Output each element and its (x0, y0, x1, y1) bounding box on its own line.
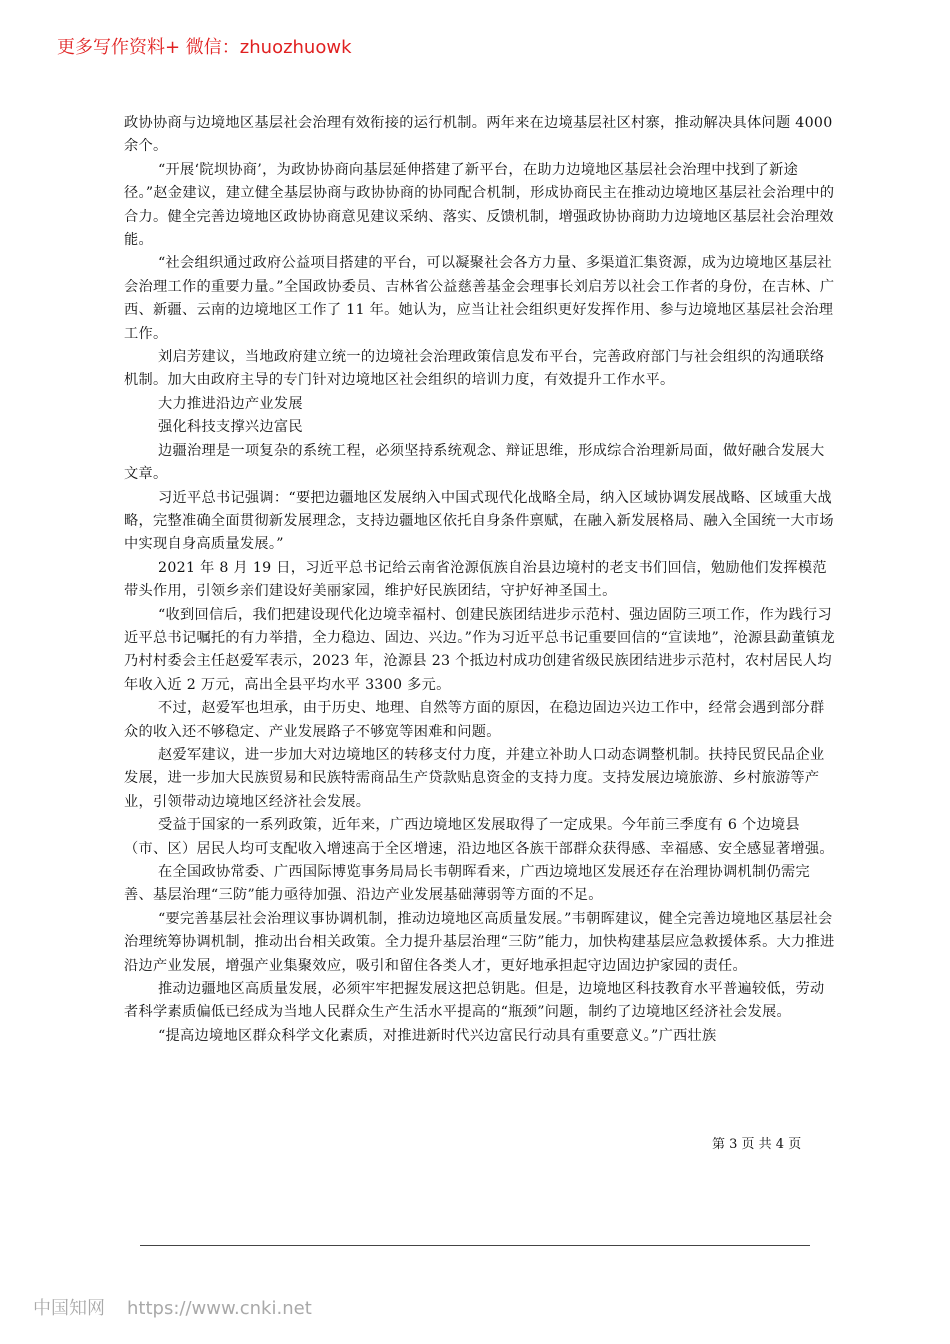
paragraph: 2021 年 8 月 19 日，习近平总书记给云南省沧源佤族自治县边境村的老支书们回信，勉励他们发挥模范带头作用，引领乡亲们建设好美丽家园，维护好民族团结，守护好神圣国土。 (124, 559, 827, 600)
paragraph: 刘启芳建议，当地政府建立统一的边境社会治理政策信息发布平台，完善政府部门与社会组织的沟通联络机制。加大由政府主导的专门针对边境地区社会组织的培训力度，有效提升工作水平。 (124, 349, 825, 389)
paragraph: “社会组织通过政府公益项目搭建的平台，可以凝聚社会各方力量、多渠道汇集资源，成为边境地区基层社会治理工作的重要力量。”全国政协委员、吉林省公益慈善基金会理事长刘启芳以社会工作者的身份，在吉林、广西、新疆、云南的边境地区工作了 11 年。她认为，应当让社会组织更好发挥作用、参与边境地区基层社会治理工作。 (124, 255, 835, 342)
paragraph: 不过，赵爱军也坦承，由于历史、地理、自然等方面的原因，在稳边固边兴边工作中，经常会遇到部分群众的收入还不够稳定、产业发展路子不够宽等困难和问题。 (124, 700, 825, 740)
article-body (124, 112, 838, 1048)
paragraph: “提高边境地区群众科学文化素质，对推进新时代兴边富民行动具有重要意义。”广西壮族 (158, 1027, 717, 1044)
paragraph: 习近平总书记强调：“要把边疆地区发展纳入中国式现代化战略全局，纳入区域协调发展战略、区域重大战略，完整准确全面贯彻新发展理念，支持边疆地区依托自身条件禀赋，在融入新发展格局、融入全国统一大市场中实现自身高质量发展。” (124, 489, 834, 553)
header-promo-text: 更多写作资料+ 微信：zhuozhuowk (57, 37, 352, 58)
paragraph: “开展‘院坝协商’，为政协协商向基层延伸搭建了新平台，在助力边境地区基层社会治理中找到了新途径。”赵金建议，建立健全基层协商与政协协商的协同配合机制，形成协商民主在推动边境地区基层社会治理中的合力。健全完善边境地区政协协商意见建议采纳、落实、反馈机制，增强政协协商助力边境地区基层社会治理效能。 (124, 161, 835, 249)
footer-divider (140, 1245, 810, 1246)
paragraph: 推动边疆地区高质量发展，必须牢牢把握发展这把总钥匙。但是，边境地区科技教育水平普遍较低，劳动者科学素质偏低已经成为当地人民群众生产生活水平提高的“瓶颈”问题，制约了边境地区经济社会发展。 (124, 981, 825, 1021)
watermark-url: https://www.cnki.net (127, 1298, 312, 1319)
paragraph: 边疆治理是一项复杂的系统工程，必须坚持系统观念、辩证思维，形成综合治理新局面，做好融合发展大文章。 (124, 442, 825, 483)
paragraph: 赵爱军建议，进一步加大对边境地区的转移支付力度，并建立补助人口动态调整机制。扶持民贸民品企业发展，进一步加大民族贸易和民族特需商品生产贷款贴息资金的支持力度。支持发展边境旅游、乡村旅游等产业，引领带动边境地区经济社会发展。 (124, 746, 825, 810)
section-heading: 强化科技支撑兴边富民 (158, 419, 303, 436)
paragraph: 在全国政协常委、广西国际博览事务局局长韦朝晖看来，广西边境地区发展还存在治理协调机制仍需完善、基层治理“三防”能力亟待加强、沿边产业发展基础薄弱等方面的不足。 (124, 864, 810, 904)
paragraph: 政协协商与边境地区基层社会治理有效衔接的运行机制。两年来在边境基层社区村寨，推动解决具体问题 4000 余个。 (124, 115, 833, 155)
page-number: 第 3 页 共 4 页 (712, 1137, 802, 1152)
paragraph: “收到回信后，我们把建设现代化边境幸福村、创建民族团结进步示范村、强边固防三项工作，作为践行习近平总书记嘱托的有力举措，全力稳边、固边、兴边。”作为习近平总书记重要回信的“宣读地”，沧源县勐董镇龙乃村村委会主任赵爱军表示，2023 年，沧源县 23 个抵边村成功创建省级民族团结进步示范村，农村居民人均年收入近 2 万元，高出全县平均水平 3300 多元。 (124, 606, 835, 693)
cnki-watermark (33, 1294, 312, 1320)
paragraph: “要完善基层社会治理议事协调机制，推动边境地区高质量发展。”韦朝晖建议，健全完善边境地区基层社会治理统筹协调机制，推动出台相关政策。全力提升基层治理“三防”能力，加快构建基层应急救援体系。大力推进沿边产业发展，增强产业集聚效应，吸引和留住各类人才，更好地承担起守边固边护家园的责任。 (124, 910, 835, 974)
watermark-brand: 中国知网 (33, 1298, 105, 1319)
paragraph: 受益于国家的一系列政策，近年来，广西边境地区发展取得了一定成果。今年前三季度有 6 个边境县（市、区）居民人均可支配收入增速高于全区增速，沿边地区各族干部群众获得感、幸福感、安全感显著增强。 (124, 817, 834, 857)
section-heading: 大力推进沿边产业发展 (158, 395, 303, 412)
